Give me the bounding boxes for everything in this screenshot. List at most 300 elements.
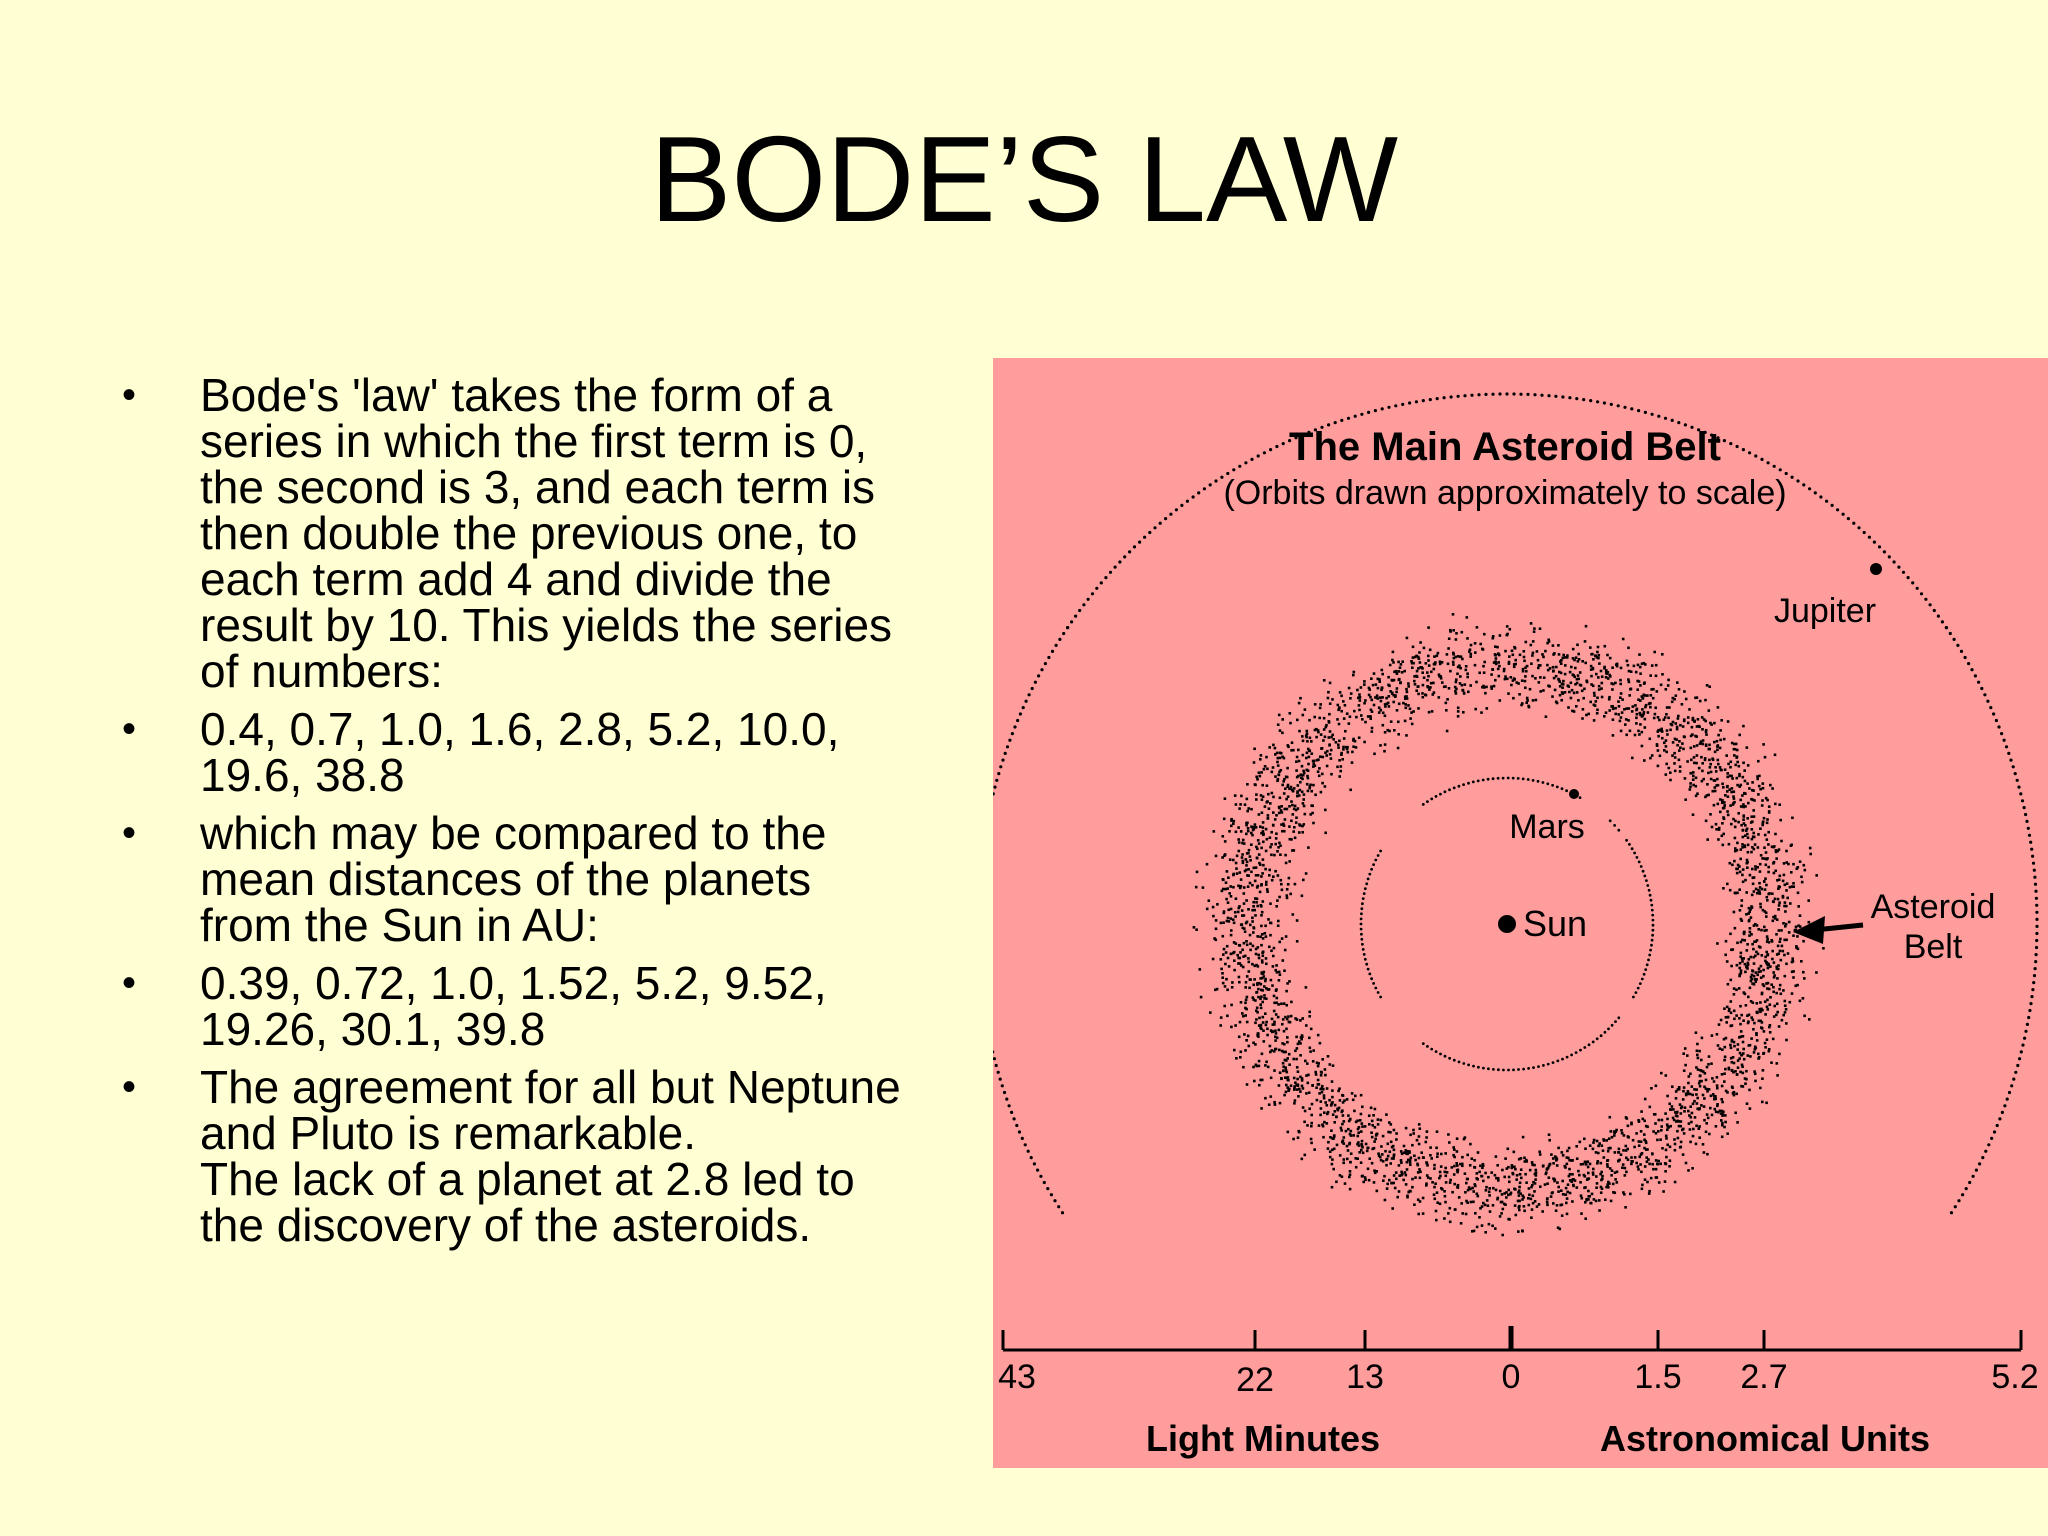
asteroid-dot [1630,1163,1633,1166]
asteroid-dot [1264,1064,1267,1067]
asteroid-dot [1436,1152,1439,1155]
asteroid-dot [1321,1091,1324,1094]
asteroid-dot [1504,678,1507,681]
asteroid-dot [1256,1011,1259,1014]
asteroid-dot [1387,1143,1390,1146]
asteroid-dot [1245,858,1248,861]
asteroid-dot [1395,1171,1398,1174]
asteroid-dot [1368,1114,1371,1117]
asteroid-dot [1382,1135,1385,1138]
asteroid-dot [1782,896,1785,899]
asteroid-dot [1511,650,1514,653]
asteroid-dot [1728,1068,1731,1071]
asteroid-dot [1513,666,1516,669]
orbit-dot [1596,1037,1599,1040]
asteroid-dot [1463,692,1466,695]
asteroid-dot [1262,858,1265,861]
asteroid-dot [1275,905,1278,908]
asteroid-dot [1319,1088,1322,1091]
asteroid-dot [1229,885,1232,888]
asteroid-dot [1286,767,1289,770]
asteroid-dot [1655,664,1658,667]
asteroid-dot [1744,1082,1747,1085]
asteroid-dot [1519,1182,1522,1185]
asteroid-dot [1585,714,1588,717]
asteroid-dot [1278,941,1281,944]
asteroid-dot [1421,671,1424,674]
asteroid-dot [1754,980,1757,983]
asteroid-dot [1323,1094,1326,1097]
asteroid-dot [1254,1043,1257,1046]
asteroid-dot [1401,671,1404,674]
asteroid-dot [1758,1020,1761,1023]
asteroid-dot [1624,1174,1627,1177]
orbit-dot [997,1071,1000,1074]
asteroid-dot [1573,659,1576,662]
asteroid-dot [1494,654,1497,657]
asteroid-dot [1262,954,1265,957]
asteroid-dot [1193,926,1196,929]
asteroid-dot [1579,1141,1582,1144]
asteroid-dot [1230,953,1233,956]
asteroid-dot [1374,1138,1377,1141]
asteroid-dot [1534,1178,1537,1181]
asteroid-dot [1268,746,1271,749]
asteroid-dot [1799,1000,1802,1003]
asteroid-dot [1397,747,1400,750]
asteroid-dot [1310,1138,1313,1141]
asteroid-dot [1332,1137,1335,1140]
asteroid-dot [1412,656,1415,659]
asteroid-dot [1733,1010,1736,1013]
asteroid-dot [1708,1055,1711,1058]
asteroid-dot [1256,935,1259,938]
asteroid-dot [1514,1188,1517,1191]
asteroid-dot [1338,775,1341,778]
orbit-dot [1360,907,1363,910]
asteroid-dot [1282,1018,1285,1021]
asteroid-dot [1461,631,1464,634]
asteroid-dot [1285,1084,1288,1087]
asteroid-dot [1436,655,1439,658]
orbit-dot [1169,513,1172,516]
asteroid-dot [1264,1097,1267,1100]
orbit-dot [1457,395,1460,398]
asteroid-dot [1256,1034,1259,1037]
asteroid-dot [1655,1168,1658,1171]
asteroid-dot [1272,955,1275,958]
asteroid-dot [1570,697,1573,700]
asteroid-dot [1694,1116,1697,1119]
asteroid-dot [1666,1144,1669,1147]
asteroid-dot [1280,883,1283,886]
orbit-dot [1477,1066,1480,1069]
asteroid-dot [1700,1104,1703,1107]
asteroid-dot [1642,696,1645,699]
asteroid-dot [1706,1153,1709,1156]
orbit-dot [1990,1137,1993,1140]
asteroid-dot [1253,748,1256,751]
orbit-dot [995,779,998,782]
asteroid-dot [1389,664,1392,667]
bullet-text: 0.39, 0.72, 1.0, 1.52, 5.2, 9.52, 19.26, 30.1, 39.8 [200,957,827,1055]
asteroid-dot [1434,1198,1437,1201]
orbit-dot [1016,719,1019,722]
asteroid-dot [1285,1091,1288,1094]
asteroid-dot [1608,1182,1611,1185]
asteroid-dot [1286,888,1289,891]
asteroid-dot [1669,729,1672,732]
asteroid-dot [1364,1176,1367,1179]
asteroid-dot [1668,1103,1671,1106]
asteroid-dot [1213,830,1216,833]
asteroid-dot [1741,899,1744,902]
asteroid-dot [1471,1187,1474,1190]
asteroid-dot [1287,795,1290,798]
asteroid-dot [1494,660,1497,663]
orbit-dot [1028,693,1031,696]
orbit-dot [1600,1034,1603,1037]
asteroid-dot [1506,625,1509,628]
asteroid-dot [1750,916,1753,919]
asteroid-dot [1719,729,1722,732]
asteroid-dot [1246,874,1249,877]
asteroid-dot [1759,970,1762,973]
asteroid-dot [1490,687,1493,690]
asteroid-dot [1270,1077,1273,1080]
asteroid-dot [1260,1007,1263,1010]
asteroid-dot [1376,1133,1379,1136]
asteroid-dot [1263,971,1266,974]
asteroid-dot [1782,989,1785,992]
asteroid-belt-label-line1: Asteroid [1870,888,1996,926]
asteroid-dot [1757,833,1760,836]
asteroid-dot [1311,1103,1314,1106]
asteroid-dot [1531,1164,1534,1167]
asteroid-dot [1378,678,1381,681]
asteroid-dot [1326,765,1329,768]
asteroid-dot [1298,823,1301,826]
asteroid-dot [1284,949,1287,952]
asteroid-dot [1580,1212,1583,1215]
asteroid-dot [1267,1066,1270,1069]
asteroid-dot [1749,927,1752,930]
asteroid-dot [1546,1201,1549,1204]
asteroid-dot [1521,1229,1524,1232]
asteroid-dot [1268,988,1271,991]
asteroid-dot [1757,1053,1760,1056]
asteroid-dot [1679,724,1682,727]
asteroid-dot [1430,1157,1433,1160]
asteroid-dot [1301,831,1304,834]
asteroid-dot [1331,1186,1334,1189]
asteroid-dot [1784,884,1787,887]
asteroid-dot [1700,1059,1703,1062]
orbit-dot [1487,1067,1490,1070]
asteroid-dot [1267,817,1270,820]
asteroid-dot [1768,892,1771,895]
orbit-dot [1364,887,1367,890]
asteroid-dot [1566,1156,1569,1159]
asteroid-dot [1452,613,1455,616]
asteroid-dot [1593,719,1596,722]
asteroid-dot [1308,1107,1311,1110]
asteroid-dot [1769,784,1772,787]
asteroid-dot [1627,719,1630,722]
asteroid-dot [1477,1151,1480,1154]
orbit-dot [1444,790,1447,793]
asteroid-dot [1705,733,1708,736]
asteroid-dot [1721,822,1724,825]
asteroid-dot [1774,833,1777,836]
asteroid-dot [1584,1186,1587,1189]
asteroid-dot [1697,1057,1700,1060]
asteroid-dot [1281,732,1284,735]
asteroid-dot [1276,850,1279,853]
asteroid-dot [1256,1007,1259,1010]
asteroid-dot [1294,805,1297,808]
asteroid-dot [1677,717,1680,720]
asteroid-dot [1418,657,1421,660]
orbit-dot [1367,878,1370,881]
asteroid-dot [1716,1084,1719,1087]
asteroid-dot [1324,736,1327,739]
asteroid-dot [1780,959,1783,962]
asteroid-dot [1610,682,1613,685]
asteroid-dot [1298,1088,1301,1091]
asteroid-dot [1660,1129,1663,1132]
orbit-dot [1360,912,1363,915]
asteroid-dot [1349,1161,1352,1164]
asteroid-dot [1283,1030,1286,1033]
asteroid-dot [1377,1152,1380,1155]
asteroid-dot [1261,911,1264,914]
bullet-text: Bode's 'law' takes the form of a series in which the first term is 0, the second is 3, and each term is then double the previous one, to each term add 4 and divide the result by 10. This yields the series of numbers: [200,369,893,697]
asteroid-dot [1654,1113,1657,1116]
asteroid-dot [1426,679,1429,682]
asteroid-dot [1271,879,1274,882]
asteroid-dot [1525,1181,1528,1184]
asteroid-dot [1249,859,1252,862]
orbit-dot [1214,479,1217,482]
asteroid-dot [1691,1167,1694,1170]
asteroid-dot [1429,1177,1432,1180]
orbit-dot [1649,949,1652,952]
asteroid-dot [1261,872,1264,875]
asteroid-dot [1212,906,1215,909]
asteroid-dot [1708,744,1711,747]
asteroid-dot [1317,1065,1320,1068]
asteroid-dot [1682,1098,1685,1101]
asteroid-dot [1523,660,1526,663]
asteroid-dot [1696,1097,1699,1100]
asteroid-dot [1255,846,1258,849]
asteroid-dot [1324,1074,1327,1077]
asteroid-dot [1416,670,1419,673]
asteroid-dot [1600,687,1603,690]
asteroid-dot [1636,680,1639,683]
asteroid-dot [1666,706,1669,709]
asteroid-dot [1443,1217,1446,1220]
asteroid-dot [1620,692,1623,695]
asteroid-dot [1764,877,1767,880]
asteroid-dot [1262,1016,1265,1019]
asteroid-dot [1247,957,1250,960]
asteroid-dot [1444,1152,1447,1155]
asteroid-dot [1243,942,1246,945]
asteroid-dot [1657,735,1660,738]
orbit-dot [1582,398,1585,401]
asteroid-dot [1294,837,1297,840]
asteroid-dot [1786,882,1789,885]
asteroid-dot [1243,886,1246,889]
asteroid-dot [1785,850,1788,853]
asteroid-dot [1625,1116,1628,1119]
orbit-dot [1487,778,1490,781]
asteroid-dot [1770,1061,1773,1064]
asteroid-dot [1783,954,1786,957]
orbit-dot [1360,933,1363,936]
asteroid-dot [1469,655,1472,658]
asteroid-dot [1385,1113,1388,1116]
asteroid-dot [1529,688,1532,691]
asteroid-dot [1702,1094,1705,1097]
asteroid-dot [1449,670,1452,673]
asteroid-dot [1733,911,1736,914]
asteroid-dot [1253,909,1256,912]
asteroid-dot [1318,1092,1321,1095]
asteroid-dot [1241,842,1244,845]
asteroid-dot [1674,738,1677,741]
orbit-dot [1377,991,1380,994]
asteroid-dot [1644,718,1647,721]
orbit-dot [1611,1024,1614,1027]
asteroid-dot [1766,899,1769,902]
asteroid-dot [1749,1044,1752,1047]
orbit-dot [2003,1104,2006,1107]
orbit-dot [1831,504,1834,507]
asteroid-dot [1542,689,1545,692]
asteroid-dot [1678,749,1681,752]
asteroid-dot [1328,713,1331,716]
asteroid-dot [1740,848,1743,851]
asteroid-dot [1675,694,1678,697]
asteroid-dot [1471,1157,1474,1160]
asteroid-dot [1513,678,1516,681]
asteroid-dot [1712,1093,1715,1096]
asteroid-dot [1358,704,1361,707]
asteroid-dot [1809,853,1812,856]
orbit-dot [1546,782,1549,785]
asteroid-dot [1652,688,1655,691]
asteroid-dot [1705,731,1708,734]
asteroid-dot [1451,1191,1454,1194]
asteroid-dot [1476,1172,1479,1175]
asteroid-dot [1413,680,1416,683]
orbit-dot [1878,545,1881,548]
asteroid-dot [1628,670,1631,673]
asteroid-dot [1415,689,1418,692]
asteroid-dot [1516,681,1519,684]
asteroid-dot [1232,952,1235,955]
asteroid-dot [1725,754,1728,757]
asteroid-dot [1299,1019,1302,1022]
asteroid-dot [1393,1129,1396,1132]
asteroid-dot [1291,849,1294,852]
asteroid-dot [1641,1152,1644,1155]
asteroid-dot [1347,751,1350,754]
asteroid-dot [1355,746,1358,749]
asteroid-dot [1791,992,1794,995]
asteroid-dot [1532,1194,1535,1197]
asteroid-dot [1244,930,1247,933]
asteroid-dot [1376,697,1379,700]
asteroid-dot [1231,986,1234,989]
asteroid-dot [1272,1023,1275,1026]
asteroid-dot [1560,662,1563,665]
asteroid-dot [1279,1071,1282,1074]
asteroid-dot [1533,630,1536,633]
asteroid-dot [1273,1002,1276,1005]
orbit-dot [1024,1143,1027,1146]
asteroid-dot [1733,1062,1736,1065]
asteroid-dot [1317,1034,1320,1037]
asteroid-dot [1580,684,1583,687]
orbit-dot [2031,988,2034,991]
asteroid-dot [1259,1079,1262,1082]
asteroid-dot [1715,823,1718,826]
asteroid-dot [1230,917,1233,920]
asteroid-dot [1740,972,1743,975]
asteroid-dot [1801,881,1804,884]
asteroid-dot [1750,1037,1753,1040]
asteroid-dot [1360,1113,1363,1116]
orbit-dot [1133,545,1136,548]
asteroid-dot [1420,666,1423,669]
asteroid-dot [1575,1145,1578,1148]
asteroid-dot [1610,1130,1613,1133]
asteroid-dot [1287,746,1290,749]
orbit-dot [1512,777,1515,780]
asteroid-dot [1710,1095,1713,1098]
orbit-dot [1053,1199,1056,1202]
asteroid-dot [1702,778,1705,781]
asteroid-dot [1230,825,1233,828]
asteroid-dot [1323,717,1326,720]
orbit-dot [1175,508,1178,511]
asteroid-dot [1419,1171,1422,1174]
asteroid-dot [1526,697,1529,700]
asteroid-dot [1466,676,1469,679]
asteroid-dot [1319,707,1322,710]
orbit-dot [1497,1068,1500,1071]
asteroid-dot [1763,1030,1766,1033]
orbit-dot [1401,403,1404,406]
asteroid-dot [1674,1181,1677,1184]
asteroid-dot [1596,709,1599,712]
asteroid-dot [1406,637,1409,640]
asteroid-dot [1519,654,1522,657]
asteroid-dot [1246,783,1249,786]
asteroid-dot [1265,1061,1268,1064]
orbit-dot [993,1057,996,1060]
asteroid-dot [1262,1029,1265,1032]
asteroid-dot [1696,1050,1699,1053]
asteroid-dot [1764,1042,1767,1045]
asteroid-dot [1681,703,1684,706]
asteroid-dot [1797,905,1800,908]
asteroid-dot [1527,1197,1530,1200]
